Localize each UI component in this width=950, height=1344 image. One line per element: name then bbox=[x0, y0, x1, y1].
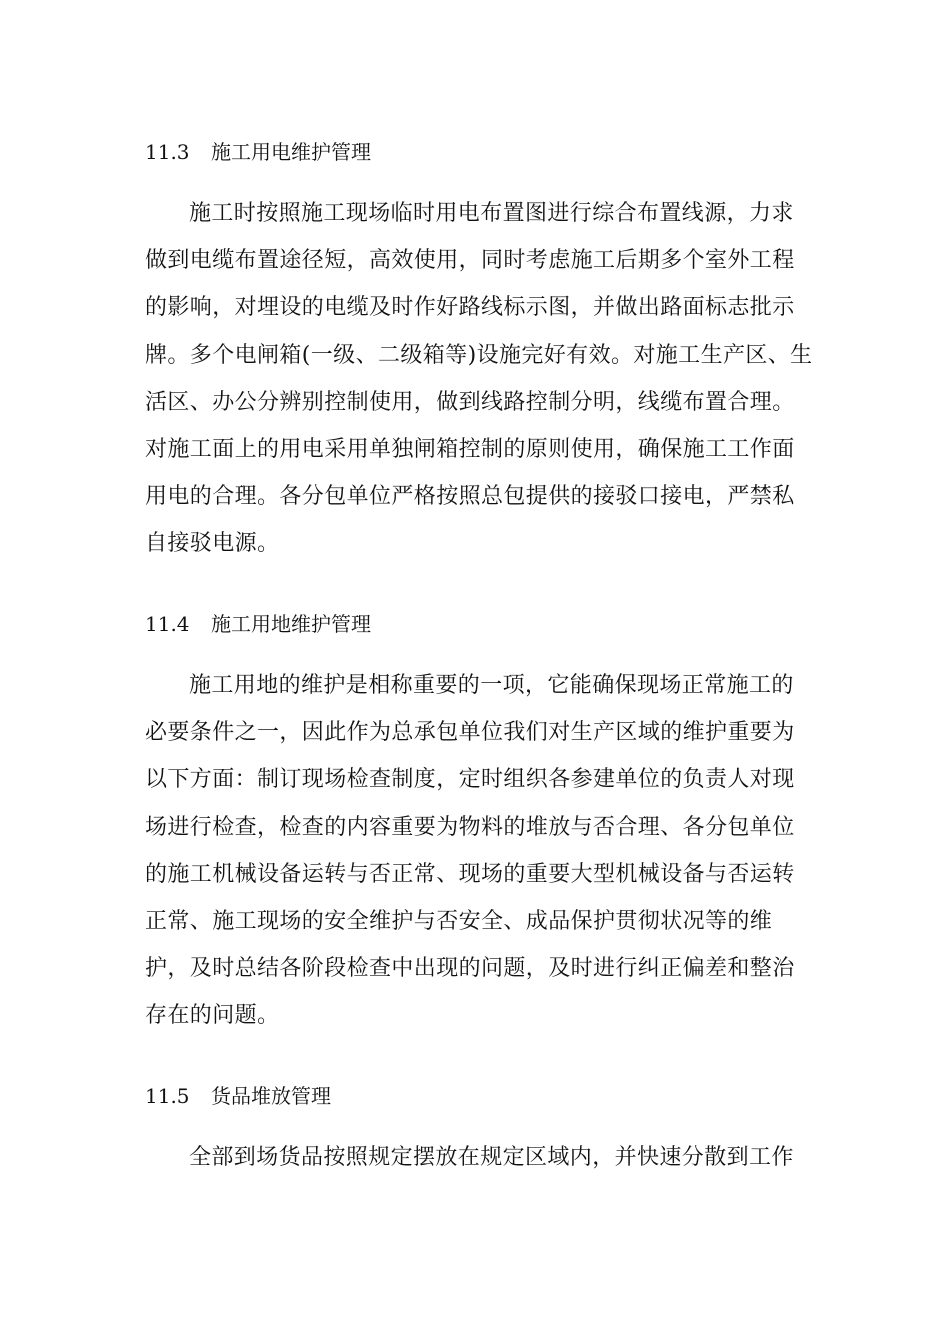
section-title: 货品堆放管理 bbox=[211, 1084, 331, 1108]
section-title: 施工用电维护管理 bbox=[211, 140, 371, 164]
section-heading bbox=[145, 1084, 331, 1108]
section-heading bbox=[145, 140, 371, 164]
section-number: 11.5 bbox=[145, 1084, 190, 1108]
document-page bbox=[145, 0, 815, 1344]
section-number: 11.3 bbox=[145, 140, 190, 164]
section-paragraph: 施工时按照施工现场临时用电布置图进行综合布置线源，力求做到电缆布置途径短，高效使用，同时考虑施工后期多个室外工程的影响，对埋设的电缆及时作好路线标示图，并做出路面标志批示牌。多个电闸箱(一级、二级箱等)设施完好有效。对施工生产区、生活区、办公分辨别控制使用，做到线路控制分明，线缆布置合理。对施工面上的用电采用单独闸箱控制的原则使用，确保施工工作面用电的合理。各分包单位严格按照总包提供的接驳口接电，严禁私自接驳电源。 bbox=[145, 201, 813, 557]
section-title: 施工用地维护管理 bbox=[211, 612, 371, 636]
section-paragraph: 全部到场货品按照规定摆放在规定区域内，并快速分散到工作 bbox=[189, 1145, 794, 1170]
section-number: 11.4 bbox=[145, 612, 190, 636]
section-paragraph: 施工用地的维护是相称重要的一项，它能确保现场正常施工的必要条件之一，因此作为总承包单位我们对生产区域的维护重要为以下方面：制订现场检查制度，定时组织各参建单位的负责人对现场进行检查，检查的内容重要为物料的堆放与否合理、各分包单位的施工机械设备运转与否正常、现场的重要大型机械设备与否运转正常、施工现场的安全维护与否安全、成品保护贯彻状况等的维护，及时总结各阶段检查中出现的问题，及时进行纠正偏差和整治存在的问题。 bbox=[145, 673, 795, 1029]
section-heading bbox=[145, 612, 371, 636]
